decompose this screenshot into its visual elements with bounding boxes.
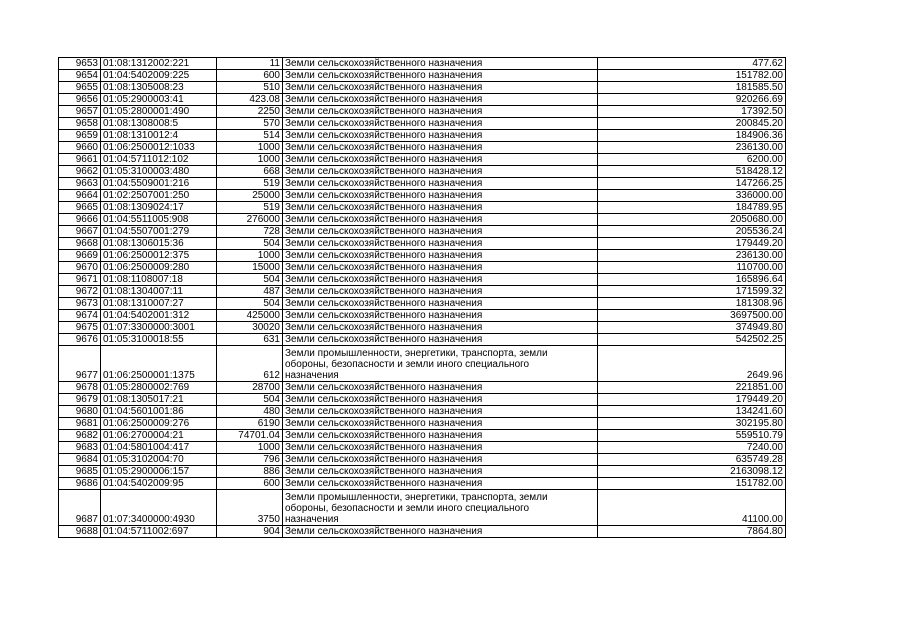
cadastral-value-cell: 7240.00 (598, 442, 786, 454)
row-number-cell: 9653 (59, 58, 101, 70)
land-category-cell: Земли сельскохозяйственного назначения (283, 454, 598, 466)
area-cell: 74701.04 (217, 430, 283, 442)
cadastral-number-cell: 01:04:5511005:908 (101, 214, 217, 226)
cadastral-number-cell: 01:05:3100018:55 (101, 334, 217, 346)
row-number-cell: 9659 (59, 130, 101, 142)
cadastral-value-cell: 147266.25 (598, 178, 786, 190)
land-category-cell: Земли сельскохозяйственного назначения (283, 406, 598, 418)
cadastral-number-cell: 01:05:2800001:490 (101, 106, 217, 118)
cadastral-value-cell: 2163098.12 (598, 466, 786, 478)
cadastral-number-cell: 01:06:2700004:21 (101, 430, 217, 442)
land-category-line: назначения (285, 514, 339, 525)
land-category-cell: Земли сельскохозяйственного назначения (283, 190, 598, 202)
cadastral-value-cell: 110700.00 (598, 262, 786, 274)
cadastral-number-cell: 01:08:1306015:36 (101, 238, 217, 250)
area-cell: 30020 (217, 322, 283, 334)
cadastral-number-cell: 01:08:1312002:221 (101, 58, 217, 70)
row-number-cell: 9679 (59, 394, 101, 406)
cadastral-number-cell: 01:08:1310012:4 (101, 130, 217, 142)
row-number-cell: 9670 (59, 262, 101, 274)
table-row (59, 214, 786, 226)
table-row (59, 178, 786, 190)
area-cell: 504 (217, 238, 283, 250)
land-category-line: обороны, безопасности и земли иного специального (285, 503, 530, 514)
cadastral-number-cell: 01:05:2800002:769 (101, 382, 217, 394)
cadastral-value-cell: 181585.50 (598, 82, 786, 94)
table-row (59, 58, 786, 70)
cadastral-value-cell: 6200.00 (598, 154, 786, 166)
cadastral-number-cell: 01:04:5402001:312 (101, 310, 217, 322)
cadastral-number-cell: 01:05:2900006:157 (101, 466, 217, 478)
cadastral-number-cell: 01:07:3400000:4930 (101, 490, 217, 526)
area-cell: 1000 (217, 154, 283, 166)
area-cell: 504 (217, 394, 283, 406)
land-category-cell: Земли сельскохозяйственного назначения (283, 466, 598, 478)
table-row (59, 394, 786, 406)
land-category-cell (283, 346, 598, 382)
cadastral-number-cell: 01:06:2500001:1375 (101, 346, 217, 382)
cadastral-value-cell: 181308.96 (598, 298, 786, 310)
cadastral-value-cell: 920266.69 (598, 94, 786, 106)
area-cell: 2250 (217, 106, 283, 118)
land-category-line: обороны, безопасности и земли иного специального (285, 359, 530, 370)
cadastral-number-cell: 01:08:1305017:21 (101, 394, 217, 406)
cadastral-number-cell: 01:06:2500009:280 (101, 262, 217, 274)
land-category-cell: Земли сельскохозяйственного назначения (283, 478, 598, 490)
cadastral-value-cell: 221851.00 (598, 382, 786, 394)
land-category-cell: Земли сельскохозяйственного назначения (283, 238, 598, 250)
land-category-cell: Земли сельскохозяйственного назначения (283, 334, 598, 346)
cadastral-number-cell: 01:04:5711012:102 (101, 154, 217, 166)
table-row (59, 262, 786, 274)
area-cell: 904 (217, 526, 283, 538)
area-cell: 519 (217, 202, 283, 214)
land-category-cell: Земли сельскохозяйственного назначения (283, 202, 598, 214)
row-number-cell: 9683 (59, 442, 101, 454)
cadastral-number-cell: 01:04:5801004:417 (101, 442, 217, 454)
table-row (59, 238, 786, 250)
cadastral-value-cell: 236130.00 (598, 142, 786, 154)
row-number-cell: 9675 (59, 322, 101, 334)
table-row (59, 118, 786, 130)
cadastral-value-cell: 518428.12 (598, 166, 786, 178)
table-row (59, 478, 786, 490)
table-row (59, 274, 786, 286)
land-category-line: Земли промышленности, энергетики, транспорта, земли (285, 348, 548, 359)
table-row (59, 94, 786, 106)
cadastral-number-cell: 01:05:3102004:70 (101, 454, 217, 466)
cadastral-value-cell: 2649.96 (598, 346, 786, 382)
land-category-cell (283, 490, 598, 526)
row-number-cell: 9658 (59, 118, 101, 130)
area-cell: 504 (217, 274, 283, 286)
land-category-cell: Земли сельскохозяйственного назначения (283, 250, 598, 262)
table-row (59, 466, 786, 478)
land-category-cell: Земли сельскохозяйственного назначения (283, 58, 598, 70)
land-category-cell: Земли сельскохозяйственного назначения (283, 166, 598, 178)
table-row (59, 190, 786, 202)
land-category-cell: Земли сельскохозяйственного назначения (283, 142, 598, 154)
table-row (59, 382, 786, 394)
cadastral-number-cell: 01:04:5509001:216 (101, 178, 217, 190)
cadastral-value-cell: 374949.80 (598, 322, 786, 334)
row-number-cell: 9682 (59, 430, 101, 442)
row-number-cell: 9678 (59, 382, 101, 394)
table-row (59, 490, 786, 526)
area-cell: 728 (217, 226, 283, 238)
row-number-cell: 9656 (59, 94, 101, 106)
land-category-cell: Земли сельскохозяйственного назначения (283, 382, 598, 394)
land-category-cell: Земли сельскохозяйственного назначения (283, 94, 598, 106)
area-cell: 886 (217, 466, 283, 478)
cadastral-number-cell: 01:04:5402009:225 (101, 70, 217, 82)
land-category-line: Земли промышленности, энергетики, транспорта, земли (285, 492, 548, 503)
cadastral-number-cell: 01:04:5601001:86 (101, 406, 217, 418)
area-cell: 1000 (217, 442, 283, 454)
cadastral-value-cell: 3697500.00 (598, 310, 786, 322)
area-cell: 514 (217, 130, 283, 142)
row-number-cell: 9687 (59, 490, 101, 526)
area-cell: 612 (217, 346, 283, 382)
table-row (59, 298, 786, 310)
row-number-cell: 9660 (59, 142, 101, 154)
area-cell: 504 (217, 298, 283, 310)
area-cell: 796 (217, 454, 283, 466)
cadastral-value-cell: 17392.50 (598, 106, 786, 118)
land-category-cell: Земли сельскохозяйственного назначения (283, 154, 598, 166)
cadastral-number-cell: 01:05:3100003:480 (101, 166, 217, 178)
land-category-cell: Земли сельскохозяйственного назначения (283, 70, 598, 82)
cadastral-number-cell: 01:02:2507001:250 (101, 190, 217, 202)
table-row (59, 202, 786, 214)
table-row (59, 286, 786, 298)
cadastral-value-cell: 635749.28 (598, 454, 786, 466)
row-number-cell: 9685 (59, 466, 101, 478)
cadastral-value-cell: 165896.64 (598, 274, 786, 286)
land-category-cell: Земли сельскохозяйственного назначения (283, 430, 598, 442)
land-category-cell: Земли сельскохозяйственного назначения (283, 118, 598, 130)
table-row (59, 130, 786, 142)
row-number-cell: 9671 (59, 274, 101, 286)
cadastral-value-cell: 151782.00 (598, 70, 786, 82)
cadastral-number-cell: 01:08:1108007:18 (101, 274, 217, 286)
row-number-cell: 9666 (59, 214, 101, 226)
cadastral-value-cell: 134241.60 (598, 406, 786, 418)
area-cell: 668 (217, 166, 283, 178)
row-number-cell: 9657 (59, 106, 101, 118)
cadastral-number-cell: 01:08:1309024:17 (101, 202, 217, 214)
cadastral-number-cell: 01:04:5507001:279 (101, 226, 217, 238)
area-cell: 480 (217, 406, 283, 418)
area-cell: 519 (217, 178, 283, 190)
row-number-cell: 9662 (59, 166, 101, 178)
area-cell: 276000 (217, 214, 283, 226)
area-cell: 28700 (217, 382, 283, 394)
row-number-cell: 9664 (59, 190, 101, 202)
row-number-cell: 9677 (59, 346, 101, 382)
cadastral-number-cell: 01:08:1310007:27 (101, 298, 217, 310)
cadastral-number-cell: 01:06:2500012:375 (101, 250, 217, 262)
land-category-cell: Земли сельскохозяйственного назначения (283, 394, 598, 406)
row-number-cell: 9680 (59, 406, 101, 418)
area-cell: 631 (217, 334, 283, 346)
land-category-cell: Земли сельскохозяйственного назначения (283, 178, 598, 190)
area-cell: 423.08 (217, 94, 283, 106)
cadastral-value-cell: 179449.20 (598, 394, 786, 406)
table-row (59, 526, 786, 538)
area-cell: 1000 (217, 142, 283, 154)
table-row (59, 166, 786, 178)
land-category-cell: Земли сельскохозяйственного назначения (283, 274, 598, 286)
cadastral-value-cell: 200845.20 (598, 118, 786, 130)
cadastral-value-cell: 184789.95 (598, 202, 786, 214)
cadastral-value-cell: 41100.00 (598, 490, 786, 526)
table-body (59, 58, 786, 538)
area-cell: 1000 (217, 250, 283, 262)
cadastral-number-cell: 01:04:5402009:95 (101, 478, 217, 490)
row-number-cell: 9681 (59, 418, 101, 430)
land-category-cell: Земли сельскохозяйственного назначения (283, 442, 598, 454)
cadastral-number-cell: 01:04:5711002:697 (101, 526, 217, 538)
land-registry-table (58, 57, 786, 538)
row-number-cell: 9668 (59, 238, 101, 250)
row-number-cell: 9684 (59, 454, 101, 466)
table-row (59, 334, 786, 346)
row-number-cell: 9663 (59, 178, 101, 190)
land-category-cell: Земли сельскохозяйственного назначения (283, 214, 598, 226)
table-row (59, 154, 786, 166)
cadastral-number-cell: 01:06:2500009:276 (101, 418, 217, 430)
cadastral-value-cell: 2050680.00 (598, 214, 786, 226)
land-category-cell: Земли сельскохозяйственного назначения (283, 310, 598, 322)
row-number-cell: 9655 (59, 82, 101, 94)
cadastral-number-cell: 01:07:3300000:3001 (101, 322, 217, 334)
land-category-cell: Земли сельскохозяйственного назначения (283, 286, 598, 298)
cadastral-value-cell: 171599.32 (598, 286, 786, 298)
cadastral-value-cell: 336000.00 (598, 190, 786, 202)
cadastral-number-cell: 01:08:1304007:11 (101, 286, 217, 298)
table-row (59, 82, 786, 94)
table-row (59, 226, 786, 238)
row-number-cell: 9686 (59, 478, 101, 490)
cadastral-value-cell: 559510.79 (598, 430, 786, 442)
land-category-cell: Земли сельскохозяйственного назначения (283, 226, 598, 238)
area-cell: 600 (217, 70, 283, 82)
area-cell: 510 (217, 82, 283, 94)
row-number-cell: 9665 (59, 202, 101, 214)
area-cell: 487 (217, 286, 283, 298)
cadastral-value-cell: 205536.24 (598, 226, 786, 238)
table-row (59, 142, 786, 154)
cadastral-number-cell: 01:05:2900003:41 (101, 94, 217, 106)
cadastral-value-cell: 236130.00 (598, 250, 786, 262)
row-number-cell: 9654 (59, 70, 101, 82)
land-category-cell: Земли сельскохозяйственного назначения (283, 418, 598, 430)
area-cell: 3750 (217, 490, 283, 526)
cadastral-value-cell: 542502.25 (598, 334, 786, 346)
land-category-cell: Земли сельскохозяйственного назначения (283, 262, 598, 274)
row-number-cell: 9667 (59, 226, 101, 238)
table-row (59, 70, 786, 82)
land-category-cell: Земли сельскохозяйственного назначения (283, 130, 598, 142)
row-number-cell: 9674 (59, 310, 101, 322)
row-number-cell: 9669 (59, 250, 101, 262)
table-row (59, 406, 786, 418)
table-row (59, 106, 786, 118)
land-category-cell: Земли сельскохозяйственного назначения (283, 298, 598, 310)
land-category-cell: Земли сельскохозяйственного назначения (283, 526, 598, 538)
table-row (59, 250, 786, 262)
area-cell: 11 (217, 58, 283, 70)
row-number-cell: 9673 (59, 298, 101, 310)
row-number-cell: 9661 (59, 154, 101, 166)
area-cell: 25000 (217, 190, 283, 202)
area-cell: 425000 (217, 310, 283, 322)
row-number-cell: 9672 (59, 286, 101, 298)
table-row (59, 346, 786, 382)
cadastral-number-cell: 01:06:2500012:1033 (101, 142, 217, 154)
row-number-cell: 9676 (59, 334, 101, 346)
cadastral-value-cell: 184906.36 (598, 130, 786, 142)
table-row (59, 322, 786, 334)
table-row (59, 442, 786, 454)
table-row (59, 418, 786, 430)
cadastral-value-cell: 477.62 (598, 58, 786, 70)
land-category-cell: Земли сельскохозяйственного назначения (283, 106, 598, 118)
row-number-cell: 9688 (59, 526, 101, 538)
land-category-cell: Земли сельскохозяйственного назначения (283, 82, 598, 94)
cadastral-number-cell: 01:08:1308008:5 (101, 118, 217, 130)
area-cell: 15000 (217, 262, 283, 274)
cadastral-value-cell: 7864.80 (598, 526, 786, 538)
cadastral-value-cell: 302195.80 (598, 418, 786, 430)
cadastral-number-cell: 01:08:1305008:23 (101, 82, 217, 94)
table-row (59, 454, 786, 466)
cadastral-value-cell: 179449.20 (598, 238, 786, 250)
land-category-line: назначения (285, 370, 339, 381)
cadastral-value-cell: 151782.00 (598, 478, 786, 490)
table-row (59, 310, 786, 322)
land-category-cell: Земли сельскохозяйственного назначения (283, 322, 598, 334)
area-cell: 6190 (217, 418, 283, 430)
table-row (59, 430, 786, 442)
area-cell: 570 (217, 118, 283, 130)
area-cell: 600 (217, 478, 283, 490)
